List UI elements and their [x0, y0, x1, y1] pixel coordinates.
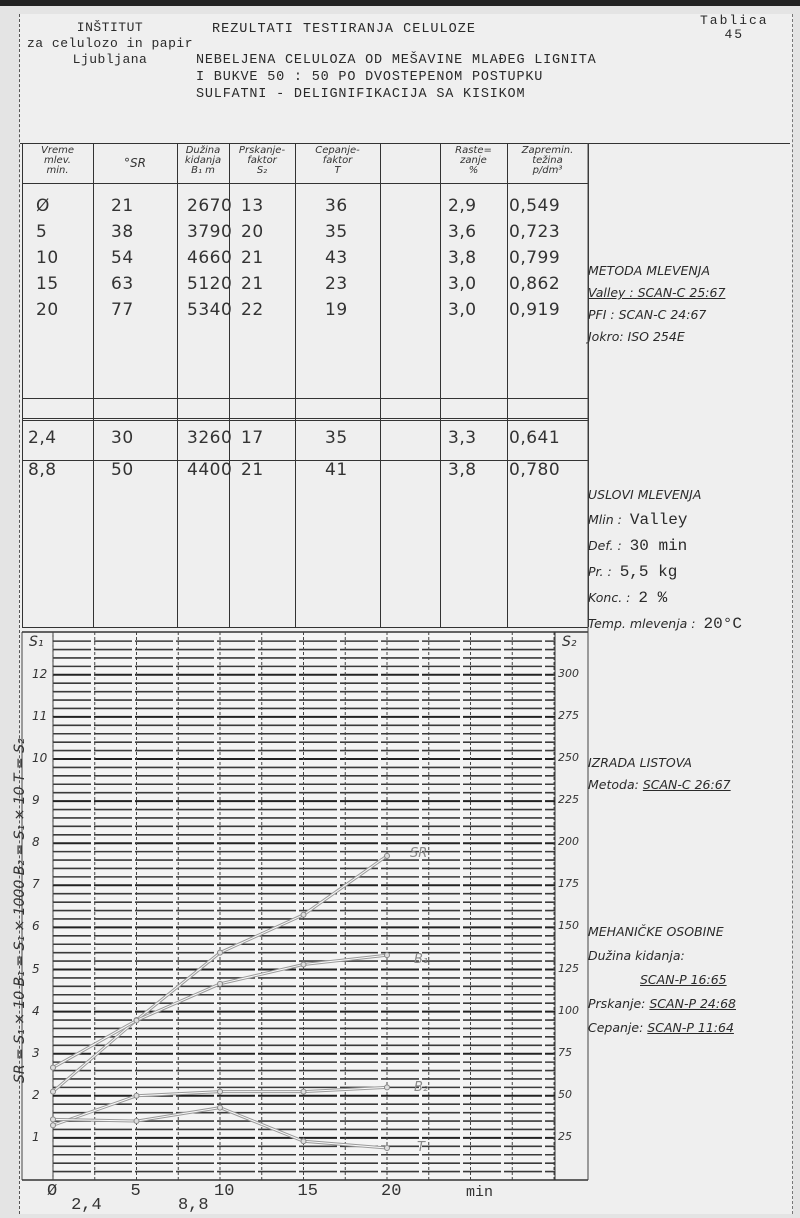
- meh-prskanje-value: SCAN-P 24:68: [649, 996, 736, 1011]
- metoda-line: PFI : SCAN-C 24:67: [588, 307, 707, 322]
- left-tick-label: 8: [32, 835, 40, 850]
- uslovi-value: 20°C: [703, 615, 742, 633]
- data-point-sr: [218, 950, 223, 955]
- left-tick-label: 9: [32, 793, 40, 808]
- x-tick-label: 15: [297, 1182, 318, 1201]
- left-tick-label: 12: [32, 666, 48, 681]
- izrada-title: IZRADA LISTOVA: [588, 755, 692, 770]
- data-point-t: [218, 1105, 223, 1110]
- izrada-value: SCAN-C 26:67: [642, 777, 731, 792]
- interpolated-cell: 3260: [187, 428, 233, 448]
- table-cell: 19: [325, 300, 348, 320]
- metoda-line: Jokro: ISO 254E: [588, 329, 685, 344]
- uslovi-value: 5,5 kg: [619, 563, 678, 581]
- interpolated-cell: 41: [325, 460, 348, 480]
- x-marker-label: 2,4: [71, 1196, 102, 1215]
- table-cell: 0,862: [509, 274, 561, 294]
- table-cell: 54: [111, 248, 134, 268]
- series-label: SR: [410, 846, 428, 861]
- table-cell: 5340: [187, 300, 233, 320]
- data-point-b2: [218, 1089, 223, 1094]
- uslovi-value: 30 min: [629, 537, 688, 555]
- data-point-b2: [51, 1123, 56, 1128]
- column-header-line: °SR: [124, 156, 146, 170]
- data-point-b1: [301, 962, 306, 967]
- table-cell: 21: [241, 248, 264, 268]
- interpolated-cell: 3,8: [448, 460, 477, 480]
- left-axis-label: S₁: [29, 634, 44, 650]
- table-cell: 5: [36, 222, 48, 242]
- data-point-t: [134, 1119, 139, 1124]
- left-tick-label: 1: [32, 1129, 40, 1144]
- institute-sub: za celulozo in papir: [26, 36, 194, 51]
- table-label: Tablica: [700, 13, 769, 28]
- table-cell: 22: [241, 300, 264, 320]
- x-tick-label: 20: [381, 1182, 402, 1201]
- table-cell: 3790: [187, 222, 233, 242]
- interpolated-cell: 50: [111, 460, 134, 480]
- interpolated-cell: 21: [241, 460, 264, 480]
- uslovi-label: Konc. :: [588, 590, 631, 605]
- column-header-line: faktor: [322, 155, 353, 166]
- meh-cepanje-value: SCAN-P 11:64: [647, 1020, 734, 1035]
- interpolated-cell: 8,8: [28, 460, 57, 480]
- data-point-b1: [134, 1018, 139, 1023]
- table-cell: 20: [36, 300, 59, 320]
- table-cell: Ø: [36, 196, 50, 216]
- table-cell: 35: [325, 222, 348, 242]
- table-cell: 3,6: [448, 222, 477, 242]
- uslovi-label: Mlin :: [588, 512, 622, 527]
- table-cell: 5120: [187, 274, 233, 294]
- table-cell: 2,9: [448, 196, 477, 216]
- table-cell: 21: [241, 274, 264, 294]
- izrada-label: Metoda:: [588, 777, 639, 792]
- table-cell: 3,0: [448, 300, 477, 320]
- data-point-b1: [385, 953, 390, 958]
- column-header-line: Prskanje-: [238, 145, 286, 156]
- x-tick-label: 5: [130, 1182, 141, 1201]
- uslovi-label: Temp. mlevenja :: [588, 616, 696, 631]
- right-tick-label: 150: [558, 919, 579, 933]
- table-cell: 36: [325, 196, 348, 216]
- table-cell: 20: [241, 222, 264, 242]
- uslovi-label: Def. :: [588, 538, 622, 553]
- meh-duzina-value: SCAN-P 16:65: [640, 972, 727, 987]
- table-cell: 21: [111, 196, 134, 216]
- data-point-b1: [51, 1065, 56, 1070]
- table-cell: 43: [325, 248, 348, 268]
- uslovi-title: USLOVI MLEVENJA: [588, 487, 702, 502]
- right-tick-label: 250: [558, 751, 579, 764]
- table-cell: 63: [111, 274, 134, 294]
- table-cell: 3,0: [448, 274, 477, 294]
- interpolated-cell: 2,4: [28, 428, 57, 448]
- table-cell: 23: [325, 274, 348, 294]
- left-tick-label: 3: [32, 1045, 40, 1060]
- institute-name: INŠTITUT: [76, 20, 144, 35]
- interpolated-cell: 4400: [187, 460, 233, 480]
- data-point-b2: [385, 1085, 390, 1090]
- interpolated-cell: 17: [241, 428, 264, 448]
- table-cell: 3,8: [448, 248, 477, 268]
- data-point-b2: [301, 1089, 306, 1094]
- left-tick-label: 6: [32, 919, 40, 934]
- table-number: 45: [724, 27, 745, 42]
- meh-cepanje-label: Cepanje:: [588, 1020, 644, 1035]
- column-header-line: mlev.: [44, 155, 71, 166]
- interpolated-cell: 0,641: [509, 428, 561, 448]
- data-point-sr: [385, 853, 390, 858]
- series-label: T: [417, 1140, 425, 1155]
- right-tick-label: 275: [558, 708, 579, 722]
- meh-prskanje-label: Prskanje:: [588, 996, 646, 1011]
- column-header-line: min.: [46, 165, 69, 176]
- uslovi-value: 2 %: [638, 589, 668, 607]
- right-tick-label: 125: [558, 961, 579, 975]
- interpolated-cell: 30: [111, 428, 134, 448]
- uslovi-label: Pr. :: [588, 564, 612, 579]
- left-tick-label: 2: [32, 1087, 40, 1102]
- x-tick-label: 10: [214, 1182, 235, 1201]
- table-cell: 77: [111, 300, 134, 320]
- meh-duzina-label: Dužina kidanja:: [588, 948, 685, 963]
- right-tick-label: 25: [558, 1129, 572, 1143]
- table-cell: 4660: [187, 248, 233, 268]
- metoda-line: Valley : SCAN-C 25:67: [588, 285, 726, 300]
- right-tick-label: 200: [558, 835, 579, 849]
- right-tick-label: 225: [558, 793, 579, 807]
- data-point-b2: [134, 1093, 139, 1098]
- right-tick-label: 50: [558, 1087, 572, 1101]
- left-tick-label: 4: [32, 1003, 40, 1018]
- column-header-line: T: [334, 165, 341, 176]
- institute-city: Ljubljana: [72, 52, 148, 67]
- data-point-sr: [51, 1089, 56, 1094]
- right-tick-label: 75: [558, 1045, 572, 1059]
- interpolated-cell: 0,780: [509, 460, 561, 480]
- page-title: REZULTATI TESTIRANJA CELULOZE: [212, 22, 476, 37]
- column-header-line: Dužina: [185, 145, 221, 156]
- right-tick-label: 300: [558, 666, 579, 680]
- right-tick-label: 175: [558, 877, 579, 891]
- uslovi-value: Valley: [629, 511, 688, 529]
- subtitle-line: NEBELJENA CELULOZA OD MEŠAVINE MLAĐEG LIGNITA: [196, 53, 597, 68]
- left-tick-label: 5: [32, 961, 40, 976]
- x-axis-label: min: [466, 1184, 494, 1201]
- subtitle-line: I BUKVE 50 : 50 PO DVOSTEPENOM POSTUPKU: [196, 70, 544, 85]
- column-header-line: Cepanje-: [315, 145, 360, 156]
- column-header-line: zanje: [460, 155, 487, 166]
- left-tick-label: 7: [32, 877, 40, 892]
- right-axis-label: S₂: [562, 634, 577, 650]
- column-header-line: p/dm³: [532, 165, 563, 176]
- series-label: B₂: [414, 1080, 429, 1095]
- table-cell: 15: [36, 274, 59, 294]
- table-cell: 2670: [187, 196, 233, 216]
- data-point-t: [301, 1139, 306, 1144]
- column-header-line: Vreme: [41, 145, 74, 156]
- x-tick-label: Ø: [47, 1182, 58, 1201]
- subtitle-line: SULFATNI - DELIGNIFIKACIJA SA KISIKOM: [196, 87, 526, 102]
- table-cell: 0,919: [509, 300, 561, 320]
- table-cell: 38: [111, 222, 134, 242]
- table-cell: 10: [36, 248, 59, 268]
- meh-title: MEHANIČKE OSOBINE: [588, 924, 724, 939]
- right-tick-label: 100: [558, 1003, 579, 1017]
- interpolated-cell: 35: [325, 428, 348, 448]
- column-header-line: faktor: [247, 155, 277, 166]
- interpolated-cell: 3,3: [448, 428, 477, 448]
- table-cell: 0,723: [509, 222, 561, 242]
- data-point-sr: [301, 912, 306, 917]
- data-point-t: [385, 1146, 390, 1151]
- column-header-line: Zapremin.: [521, 145, 574, 156]
- left-tick-label: 11: [32, 708, 48, 723]
- column-header-line: Raste=: [455, 145, 492, 156]
- series-label: B₁: [414, 952, 429, 967]
- table-cell: 0,799: [509, 248, 561, 268]
- x-marker-label: 8,8: [177, 1196, 209, 1215]
- axis-formula: SR = S₁ × 10 B₁ = S₁ × 1000 B₂ = S₁ × 10 T = S₂: [12, 738, 28, 1083]
- column-header-line: kidanja: [184, 155, 222, 166]
- table-cell: 13: [241, 196, 264, 216]
- table-cell: 0,549: [509, 196, 561, 216]
- column-header-line: B₁ m: [191, 165, 215, 176]
- column-header-line: težina: [532, 155, 563, 166]
- column-header-line: %: [468, 165, 479, 176]
- left-tick-label: 10: [32, 751, 48, 765]
- data-point-t: [51, 1117, 56, 1122]
- data-point-b1: [218, 981, 223, 986]
- metoda-title: METODA MLEVENJA: [588, 263, 710, 278]
- column-header-line: S₂: [256, 165, 268, 176]
